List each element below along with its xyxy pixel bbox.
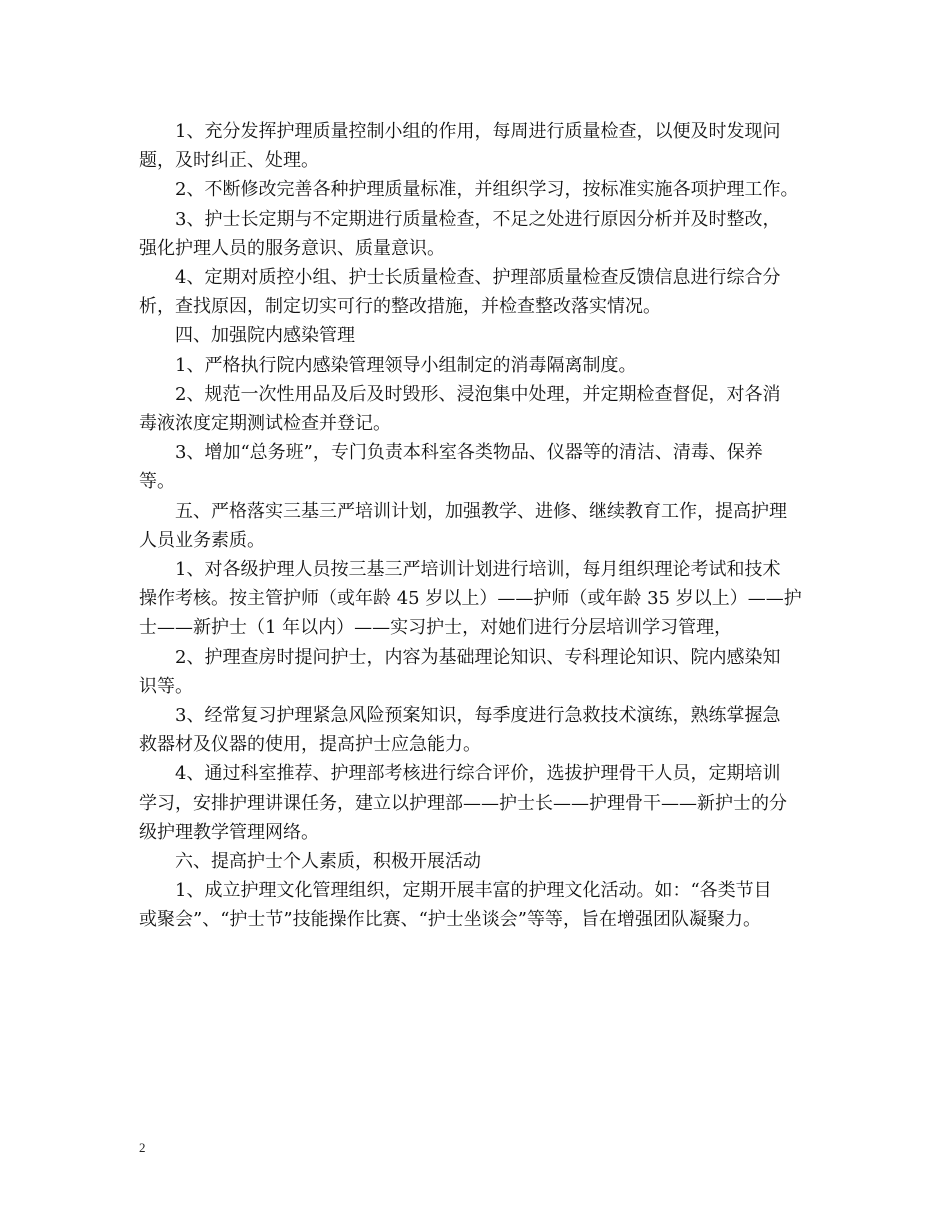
line: 人员业务素质。	[139, 529, 265, 551]
line: 2、不断修改完善各种护理质量标准，并组织学习，按标准实施各项护理工作。	[175, 179, 799, 201]
line: 1、充分发挥护理质量控制小组的作用，每周进行质量检查，以便及时发现问	[175, 121, 781, 142]
line: 操作考核。按主管护师（或年龄 45 岁以上）——护师（或年龄 35 岁以上）——护	[139, 588, 802, 610]
section-heading-6	[139, 847, 811, 876]
line: 学习，安排护理讲课任务，建立以护理部——护士长——护理骨干——新护士的分	[139, 792, 787, 814]
line: 四、加强院内感染管理	[175, 325, 355, 347]
paragraph-2	[139, 175, 811, 204]
paragraph-13	[139, 759, 811, 847]
line: 等。	[139, 471, 175, 493]
line: 士——新护士（1 年以内）——实习护士，对她们进行分层培训学习管理，	[139, 617, 733, 639]
paragraph-7	[139, 380, 811, 438]
paragraph-6	[139, 351, 811, 380]
paragraph-8	[139, 438, 811, 496]
line: 1、严格执行院内感染管理领导小组制定的消毒隔离制度。	[175, 354, 637, 376]
line: 4、通过科室推荐、护理部考核进行综合评价，选拔护理骨干人员，定期培训	[175, 763, 781, 785]
paragraph-11	[139, 643, 811, 701]
paragraph-12	[139, 701, 811, 759]
line: 识等。	[139, 675, 193, 697]
line: 强化护理人员的服务意识、质量意识。	[139, 237, 445, 259]
line: 毒液浓度定期测试检查并登记。	[139, 413, 391, 435]
line: 级护理教学管理网络。	[139, 821, 319, 843]
paragraph-4	[139, 263, 811, 321]
line: 3、护士长定期与不定期进行质量检查，不足之处进行原因分析并及时整改，	[175, 208, 781, 230]
line: 析，查找原因，制定切实可行的整改措施，并检查整改落实情况。	[139, 296, 661, 318]
line: 1、成立护理文化管理组织，定期开展丰富的护理文化活动。如：“各类节目	[175, 880, 772, 902]
paragraph-3	[139, 205, 811, 263]
line: 或聚会”、“护士节”技能操作比赛、“护士坐谈会”等等，旨在增强团队凝聚力。	[139, 909, 762, 931]
paragraph-10	[139, 555, 811, 643]
paragraph-1	[139, 117, 811, 175]
line: 五、严格落实三基三严培训计划，加强教学、进修、继续教育工作，提高护理	[175, 500, 787, 522]
line: 4、定期对质控小组、护士长质量检查、护理部质量检查反馈信息进行综合分	[175, 267, 781, 289]
line: 3、经常复习护理紧急风险预案知识，每季度进行急救技术演练，熟练掌握急	[175, 705, 781, 727]
line: 1、对各级护理人员按三基三严培训计划进行培训，每月组织理论考试和技术	[175, 559, 781, 581]
document-body	[139, 117, 811, 935]
line: 2、护理查房时提问护士，内容为基础理论知识、专科理论知识、院内感染知	[175, 646, 781, 668]
paragraph-15	[139, 876, 811, 934]
page-number: 2	[139, 1140, 146, 1155]
line: 六、提高护士个人素质，积极开展活动	[175, 851, 481, 873]
line: 题，及时纠正、处理。	[139, 150, 319, 172]
line: 3、增加“总务班”，专门负责本科室各类物品、仪器等的清洁、清毒、保养	[175, 442, 763, 464]
section-heading-5	[139, 497, 811, 555]
line: 2、规范一次性用品及后及时毁形、浸泡集中处理，并定期检查督促，对各消	[175, 383, 781, 405]
section-heading-4	[139, 321, 811, 350]
line: 救器材及仪器的使用，提高护士应急能力。	[139, 734, 481, 756]
